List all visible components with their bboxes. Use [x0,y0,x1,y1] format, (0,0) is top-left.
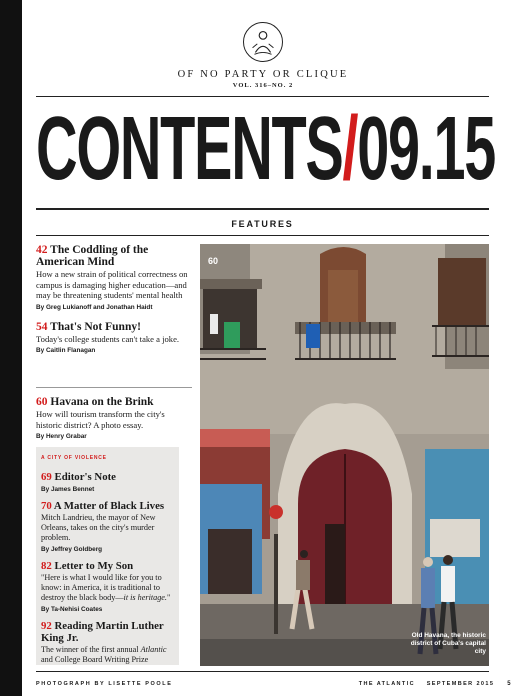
article-page: 82 [41,560,52,572]
features-column [36,244,192,364]
page-number: 5 [507,681,512,687]
magazine-name: THE ATLANTIC [358,681,415,687]
photo-caption: Old Havana, the historic district of Cuba's capital city [410,632,486,655]
volume-number: VOL. 316–NO. 2 [232,82,294,89]
box-article[interactable] [41,620,173,665]
features-rule [36,235,489,236]
feature-article[interactable] [36,396,192,441]
article-byline: By Greg Lukianoff and Jonathan Haidt [36,303,153,311]
dek-end: " [166,593,171,602]
article-dek: How a new strain of political correctness on campus is damaging higher education—and may be threatening students' mental health [36,269,188,301]
footer-rule [36,671,489,672]
article-title: Reading Martin Luther King Jr. [41,620,164,644]
masthead-seal-icon [243,22,283,62]
article-page: 60 [36,396,48,408]
article-byline: By Henry Grabar [36,433,87,441]
city-of-violence-box [36,447,179,665]
footer-folio [359,681,512,687]
features-column-lower [36,396,192,450]
article-byline: By James Bennet [41,486,95,493]
box-article[interactable] [41,471,173,494]
contents-word: CONTENTS [36,99,343,199]
havana-photo[interactable] [200,244,489,666]
feature-article[interactable] [36,244,192,312]
article-dek [41,573,173,603]
dek-text: and College Board Writing Prize [41,655,149,664]
article-page: 70 [41,500,52,512]
contents-title [36,99,496,199]
box-label: A CITY OF VIOLENCE [41,455,107,461]
article-title: Havana on the Brink [50,396,154,408]
article-title: Editor's Note [54,471,116,483]
photo-credit: PHOTOGRAPH BY LISETTE POOLE [36,681,173,687]
top-rule [36,96,489,97]
article-byline: By Caitlin Flanagan [36,347,96,355]
article-title: The Coddling of the American Mind [36,244,149,268]
box-article[interactable] [41,500,173,554]
article-page: 92 [41,620,52,632]
dek-text: "Here is what I would like for you to know: in America, it is traditional to destroy the black body— [41,573,162,602]
dek-text: The winner of the first annual [41,645,141,654]
article-dek: Mitch Landrieu, the mayor of New Orleans, takes on the city's murder problem. [41,513,156,542]
dek-italic: it is heritage. [123,593,167,602]
masthead-tagline: OF NO PARTY OR CLIQUE [177,69,349,80]
feature-article[interactable] [36,321,192,356]
issue-date: 09.15 [357,99,496,199]
article-dek: Today's college students can't take a joke. [36,333,180,344]
article-page: 42 [36,244,48,256]
section-heading-features: FEATURES [231,219,294,229]
article-page: 69 [41,471,52,483]
article-byline: By Jeffrey Goldberg [41,546,103,553]
page-spine [0,0,22,696]
article-page: 54 [36,320,48,333]
issue-month: SEPTEMBER 2015 [426,681,495,687]
column-divider [36,387,192,388]
article-title: That's Not Funny! [50,320,141,333]
article-byline: By Ta-Nehisi Coates [41,606,103,613]
title-bottom-rule [36,208,489,210]
havana-street-illustration [200,244,489,666]
dek-italic: Atlantic [140,645,167,654]
box-article[interactable] [41,560,173,614]
article-dek: How will tourism transform the city's historic district? A photo essay. [36,409,165,430]
title-slash: / [342,99,358,199]
article-title: A Matter of Black Lives [53,500,165,512]
article-title: Letter to My Son [54,560,134,572]
article-dek [41,645,173,665]
photo-page-number: 60 [208,256,219,266]
